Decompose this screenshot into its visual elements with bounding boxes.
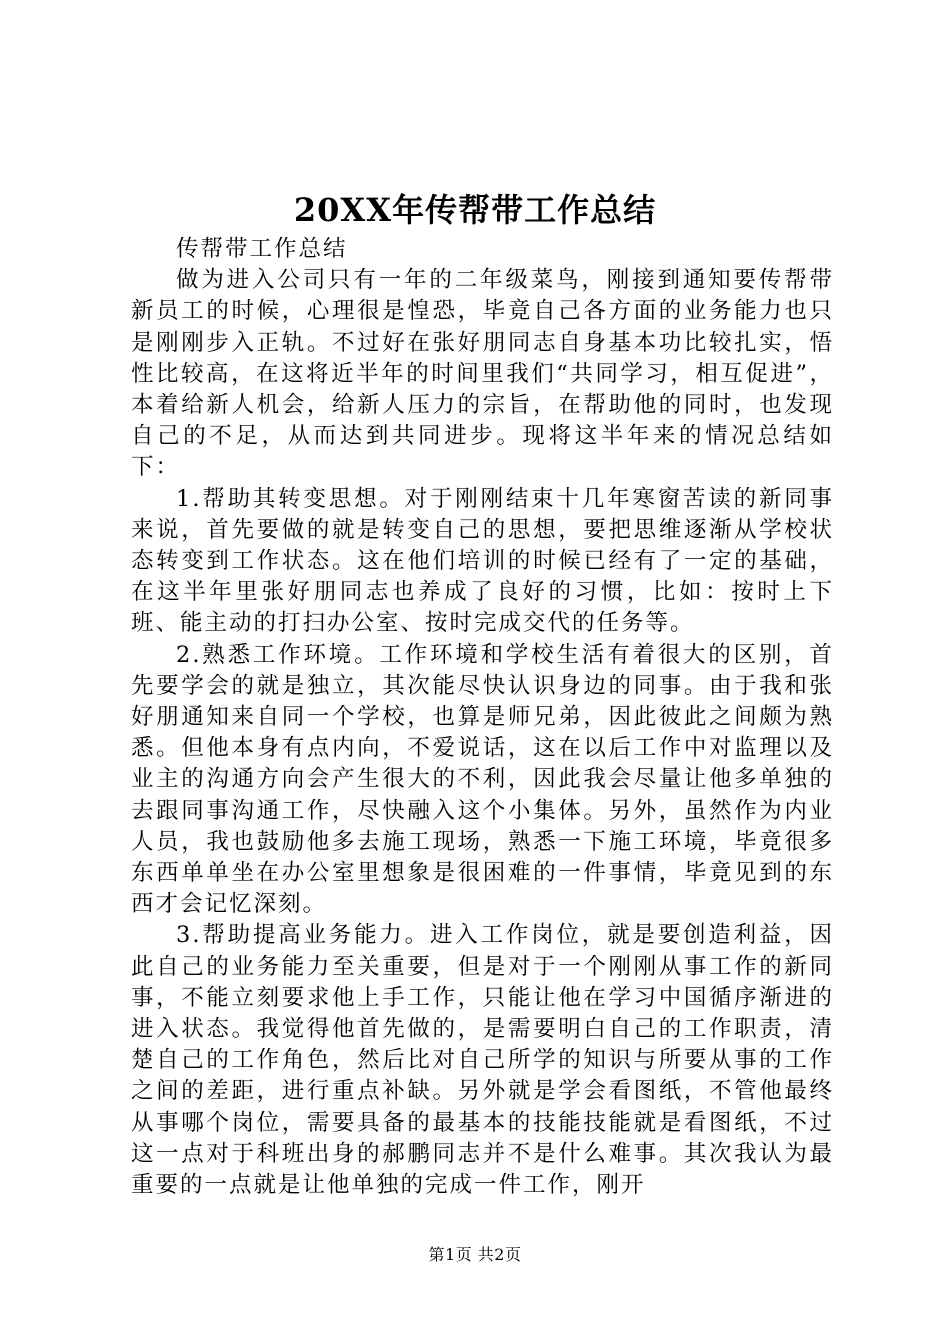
paragraph-point-3: 3.帮助提高业务能力。进入工作岗位，就是要创造利益，因此自己的业务能力至关重要，但是对于一个刚刚从事工作的新同事，不能立刻要求他上手工作，只能让他在学习中国循序渐进的进入状态。我觉得他首先做的，是需要明白自己的工作职责，清楚自己的工作角色，然后比对自己所学的知识与所要从事的工作之间的差距，进行重点补缺。另外就是学会看图纸，不管他最终从事哪个岗位，需要具备的最基本的技能技能就是看图纸，不过这一点对于科班出身的郝鹏同志并不是什么难事。其次我认为最重要的一点就是让他单独的完成一件工作，刚开 xyxy=(131,922,834,1199)
document-title: 20XX年传帮带工作总结 xyxy=(293,191,657,229)
paragraph-subtitle: 传帮带工作总结 xyxy=(176,236,348,262)
paragraph-point-2: 2.熟悉工作环境。工作环境和学校生活有着很大的区别，首先要学会的就是独立，其次能尽快认识身边的同事。由于我和张好朋通知来自同一个学校，也算是师兄弟，因此彼此之间颇为熟悉。但他本身有点内向，不爱说话，这在以后工作中对监理以及业主的沟通方向会产生很大的不利，因此我会尽量让他多单独的去跟同事沟通工作，尽快融入这个小集体。另外，虽然作为内业人员，我也鼓励他多去施工现场，熟悉一下施工环境，毕竟很多东西单单坐在办公室里想象是很困难的一件事情，毕竟见到的东西才会记忆深刻。 xyxy=(131,641,834,918)
document-body xyxy=(131,234,834,1201)
page-number-footer: 第1页 共2页 xyxy=(428,1245,522,1264)
paragraph-intro: 做为进入公司只有一年的二年级菜鸟，刚接到通知要传帮带新员工的时候，心理很是惶恐，毕竟自己各方面的业务能力也只是刚刚步入正轨。不过好在张好朋同志自身基本功比较扎实，悟性比较高，在这将近半年的时间里我们“共同学习，相互促进”，本着给新人机会，给新人压力的宗旨，在帮助他的同时，也发现自己的不足，从而达到共同进步。现将这半年来的情况总结如下： xyxy=(131,267,834,481)
paragraph-point-1: 1.帮助其转变思想。对于刚刚结束十几年寒窗苦读的新同事来说，首先要做的就是转变自己的思想，要把思维逐渐从学校状态转变到工作状态。这在他们培训的时候已经有了一定的基础，在这半年里张好朋同志也养成了良好的习惯，比如：按时上下班、能主动的打扫办公室、按时完成交代的任务等。 xyxy=(131,485,834,637)
